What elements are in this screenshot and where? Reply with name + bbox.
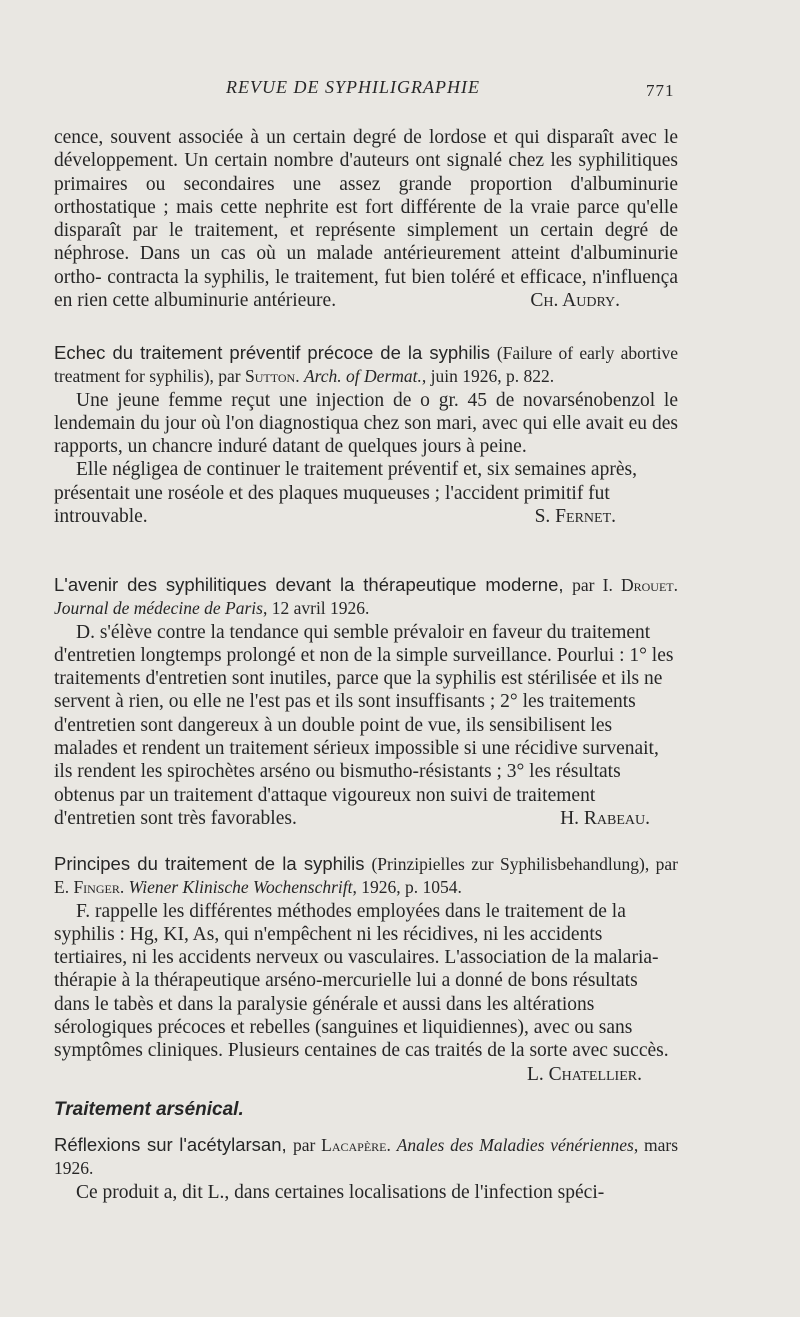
article-text: D. s'élève contre la tendance qui semble prévaloir en faveur du traitement d'entretien longtemps prolongé et non de la simple surveillance. Pourlui : 1° les traitements d'entretien sont inutiles, parce que la syphilis est stérilisée et ils ne servent à rien, ou elle ne l'est pas et ils sont insuffisants ; 2° les traitements d'entretien sont dangereux à un double point de vue, ils sensibilisent les malades et rendent un traitement sérieux impossible si une récidive survenait, ils rendent les spirochètes arséno ou bismutho-résistants ; 3° les résultats obtenus par un traitement d'attaque vigoureux non suivi de traitement d'entretien sont très favorables. bbox=[54, 621, 674, 829]
article-title: Principes du traitement de la syphilis bbox=[54, 853, 365, 874]
article-header bbox=[54, 852, 678, 900]
reference-journal: Arch. of Dermat. bbox=[303, 366, 422, 387]
reference-author: Lacapère bbox=[321, 1135, 387, 1155]
article-header bbox=[54, 1133, 678, 1181]
article-finger bbox=[54, 852, 678, 1086]
article-title: Echec du traitement préventif précoce de la syphilis bbox=[54, 342, 491, 363]
reference-text: , mars 1926. bbox=[54, 1135, 679, 1179]
article-paragraph bbox=[54, 900, 678, 1085]
article-paragraph bbox=[54, 458, 678, 528]
article-drouet bbox=[54, 573, 678, 830]
article-signature: H. Rabeau. bbox=[560, 807, 650, 829]
article-paragraph bbox=[54, 621, 678, 831]
running-title: REVUE DE SYPHILIGRAPHIE bbox=[226, 77, 480, 97]
reference-text: , 12 avril 1926. bbox=[262, 598, 370, 619]
section-title: Traitement arsénical. bbox=[54, 1099, 244, 1120]
reference-journal: Wiener Klinische Wochenschrift bbox=[128, 877, 353, 898]
page-number: 771 bbox=[646, 81, 675, 100]
article-paragraph: Ce produit a, dit L., dans certaines localisations de l'infection spéci- bbox=[76, 1181, 605, 1203]
reference-author: Sutton bbox=[245, 366, 296, 387]
article-text: Elle négligea de continuer le traitement préventif et, six semaines après, présentait une roséole et des plaques muqueuses ; l'accident primitif fut introuvable. bbox=[54, 459, 637, 528]
article-signature: Ch. Audry. bbox=[530, 290, 620, 312]
reference-text: , juin 1926, p. 822. bbox=[421, 366, 555, 387]
article-signature: S. Fernet. bbox=[534, 506, 616, 528]
reference-text: par bbox=[292, 1135, 316, 1155]
reference-text: . bbox=[673, 575, 678, 595]
article-paragraph: Une jeune femme reçut une injection de o gr. 45 de novarsénobenzol le lendemain du jour où l'on diagnostiqua chez son mari, avec qui elle avait eu des rapports, un chancre induré datant de quelques jours à peine. bbox=[54, 389, 678, 458]
article-sutton bbox=[54, 341, 678, 528]
section-heading bbox=[54, 1099, 678, 1121]
reference-journal: Journal de médecine de Paris bbox=[54, 598, 263, 619]
article-title: Réflexions sur l'acétylarsan, bbox=[54, 1134, 287, 1155]
article-text: F. rappelle les différentes méthodes employées dans le traitement de la syphilis : Hg, KI, As, qui n'empêchent ni les récidives, ni les accidents tertiaires, ni les accidents nerveux ou vasculaires. L'association de la malaria-thérapie à la thérapeutique arséno-mercurielle lui a donné de bons résultats dans le tabès et dans la paralysie générale et aussi dans les altérations sérologiques précoces et rebelles (sanguines et liquidiennes), avec ou sans symptômes cliniques. Plusieurs centaines de cas traités de la sorte avec succès. bbox=[54, 900, 669, 1062]
article-header bbox=[54, 341, 678, 389]
reference-text: (Failure of early abortive treatment for syphilis), par bbox=[54, 343, 678, 387]
article-signature: L. Chatellier. bbox=[527, 1063, 642, 1085]
article-header bbox=[54, 573, 678, 621]
reference-text: . bbox=[295, 366, 300, 387]
reference-text: par I. bbox=[572, 575, 613, 595]
reference-text: . bbox=[386, 1135, 391, 1155]
reference-text: (Prinzipielles zur Syphilisbehandlung), par E. bbox=[54, 854, 679, 898]
reference-author: Finger bbox=[73, 877, 120, 898]
reference-author: Drouet bbox=[620, 575, 674, 595]
article-audry bbox=[54, 126, 678, 312]
article-lacapere bbox=[54, 1133, 678, 1204]
reference-journal: Anales des Maladies vénériennes bbox=[396, 1135, 634, 1155]
article-text: cence, souvent associée à un certain degré de lordose et qui disparaît avec le développement. Un certain nombre d'auteurs ont signalé chez les syphilitiques primaires ou secondaires une assez grande proportion d'albuminurie orthostatique ; mais cette nephrite est fort différente de la vraie parce qu'elle disparaît par le traitement, et représente simplement un certain degré de néphrose. Dans un cas où un malade antérieurement atteint d'albuminurie ortho- contracta la syphilis, le traitement, fut bien toléré et efficace, n'influença en rien cette albuminurie antérieure. bbox=[54, 127, 678, 312]
reference-text: , 1926, p. 1054. bbox=[352, 877, 462, 898]
article-title: L'avenir des syphilitiques devant la thérapeutique moderne, bbox=[54, 574, 564, 595]
reference-text: . bbox=[119, 877, 125, 898]
article-body bbox=[54, 126, 678, 312]
